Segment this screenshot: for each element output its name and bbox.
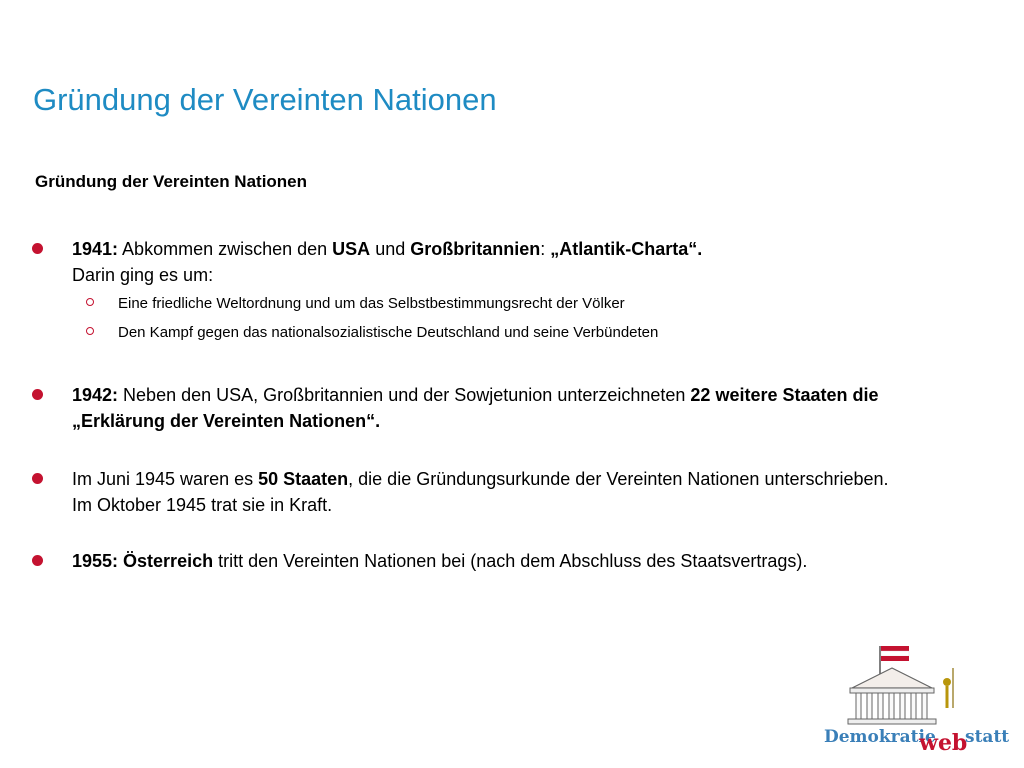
slide-title: Gründung der Vereinten Nationen (33, 82, 497, 117)
sub-bullet-2: Den Kampf gegen das nationalsozialistische Deutschland und seine Verbündeten (118, 323, 958, 343)
bullet-dot-icon (32, 243, 43, 254)
sub-bullet-1: Eine friedliche Weltordnung und um das Selbstbestimmungsrecht der Völker (118, 294, 958, 314)
slide-subtitle: Gründung der Vereinten Nationen (35, 172, 308, 191)
bullet-1941: 1941: Abkommen zwischen den USA und Großbritannien: „Atlantik-Charta“. Darin ging es um: (72, 236, 952, 288)
ring-bullet-icon (86, 327, 94, 335)
bullet-1955: 1955: Österreich tritt den Vereinten Nationen bei (nach dem Abschluss des Staatsvertrags). (72, 548, 862, 574)
svg-text:Demokratie: Demokratie (824, 727, 936, 747)
bullet-dot-icon (32, 555, 43, 566)
svg-text:statt: statt (965, 727, 1010, 747)
demokratiewebstatt-logo (822, 638, 1012, 758)
bullet-1942: 1942: Neben den USA, Großbritannien und der Sowjetunion unterzeichneten 22 weitere Staaten die „Erklärung der Vereinten Nationen“. (72, 382, 892, 434)
bullet-1945: Im Juni 1945 waren es 50 Staaten, die die Gründungsurkunde der Vereinten Nationen unterschrieben. Im Oktober 1945 trat sie in Kraft. (72, 466, 892, 518)
ring-bullet-icon (86, 298, 94, 306)
svg-text:web: web (919, 730, 968, 756)
bullet-dot-icon (32, 473, 43, 484)
bullet-dot-icon (32, 389, 43, 400)
